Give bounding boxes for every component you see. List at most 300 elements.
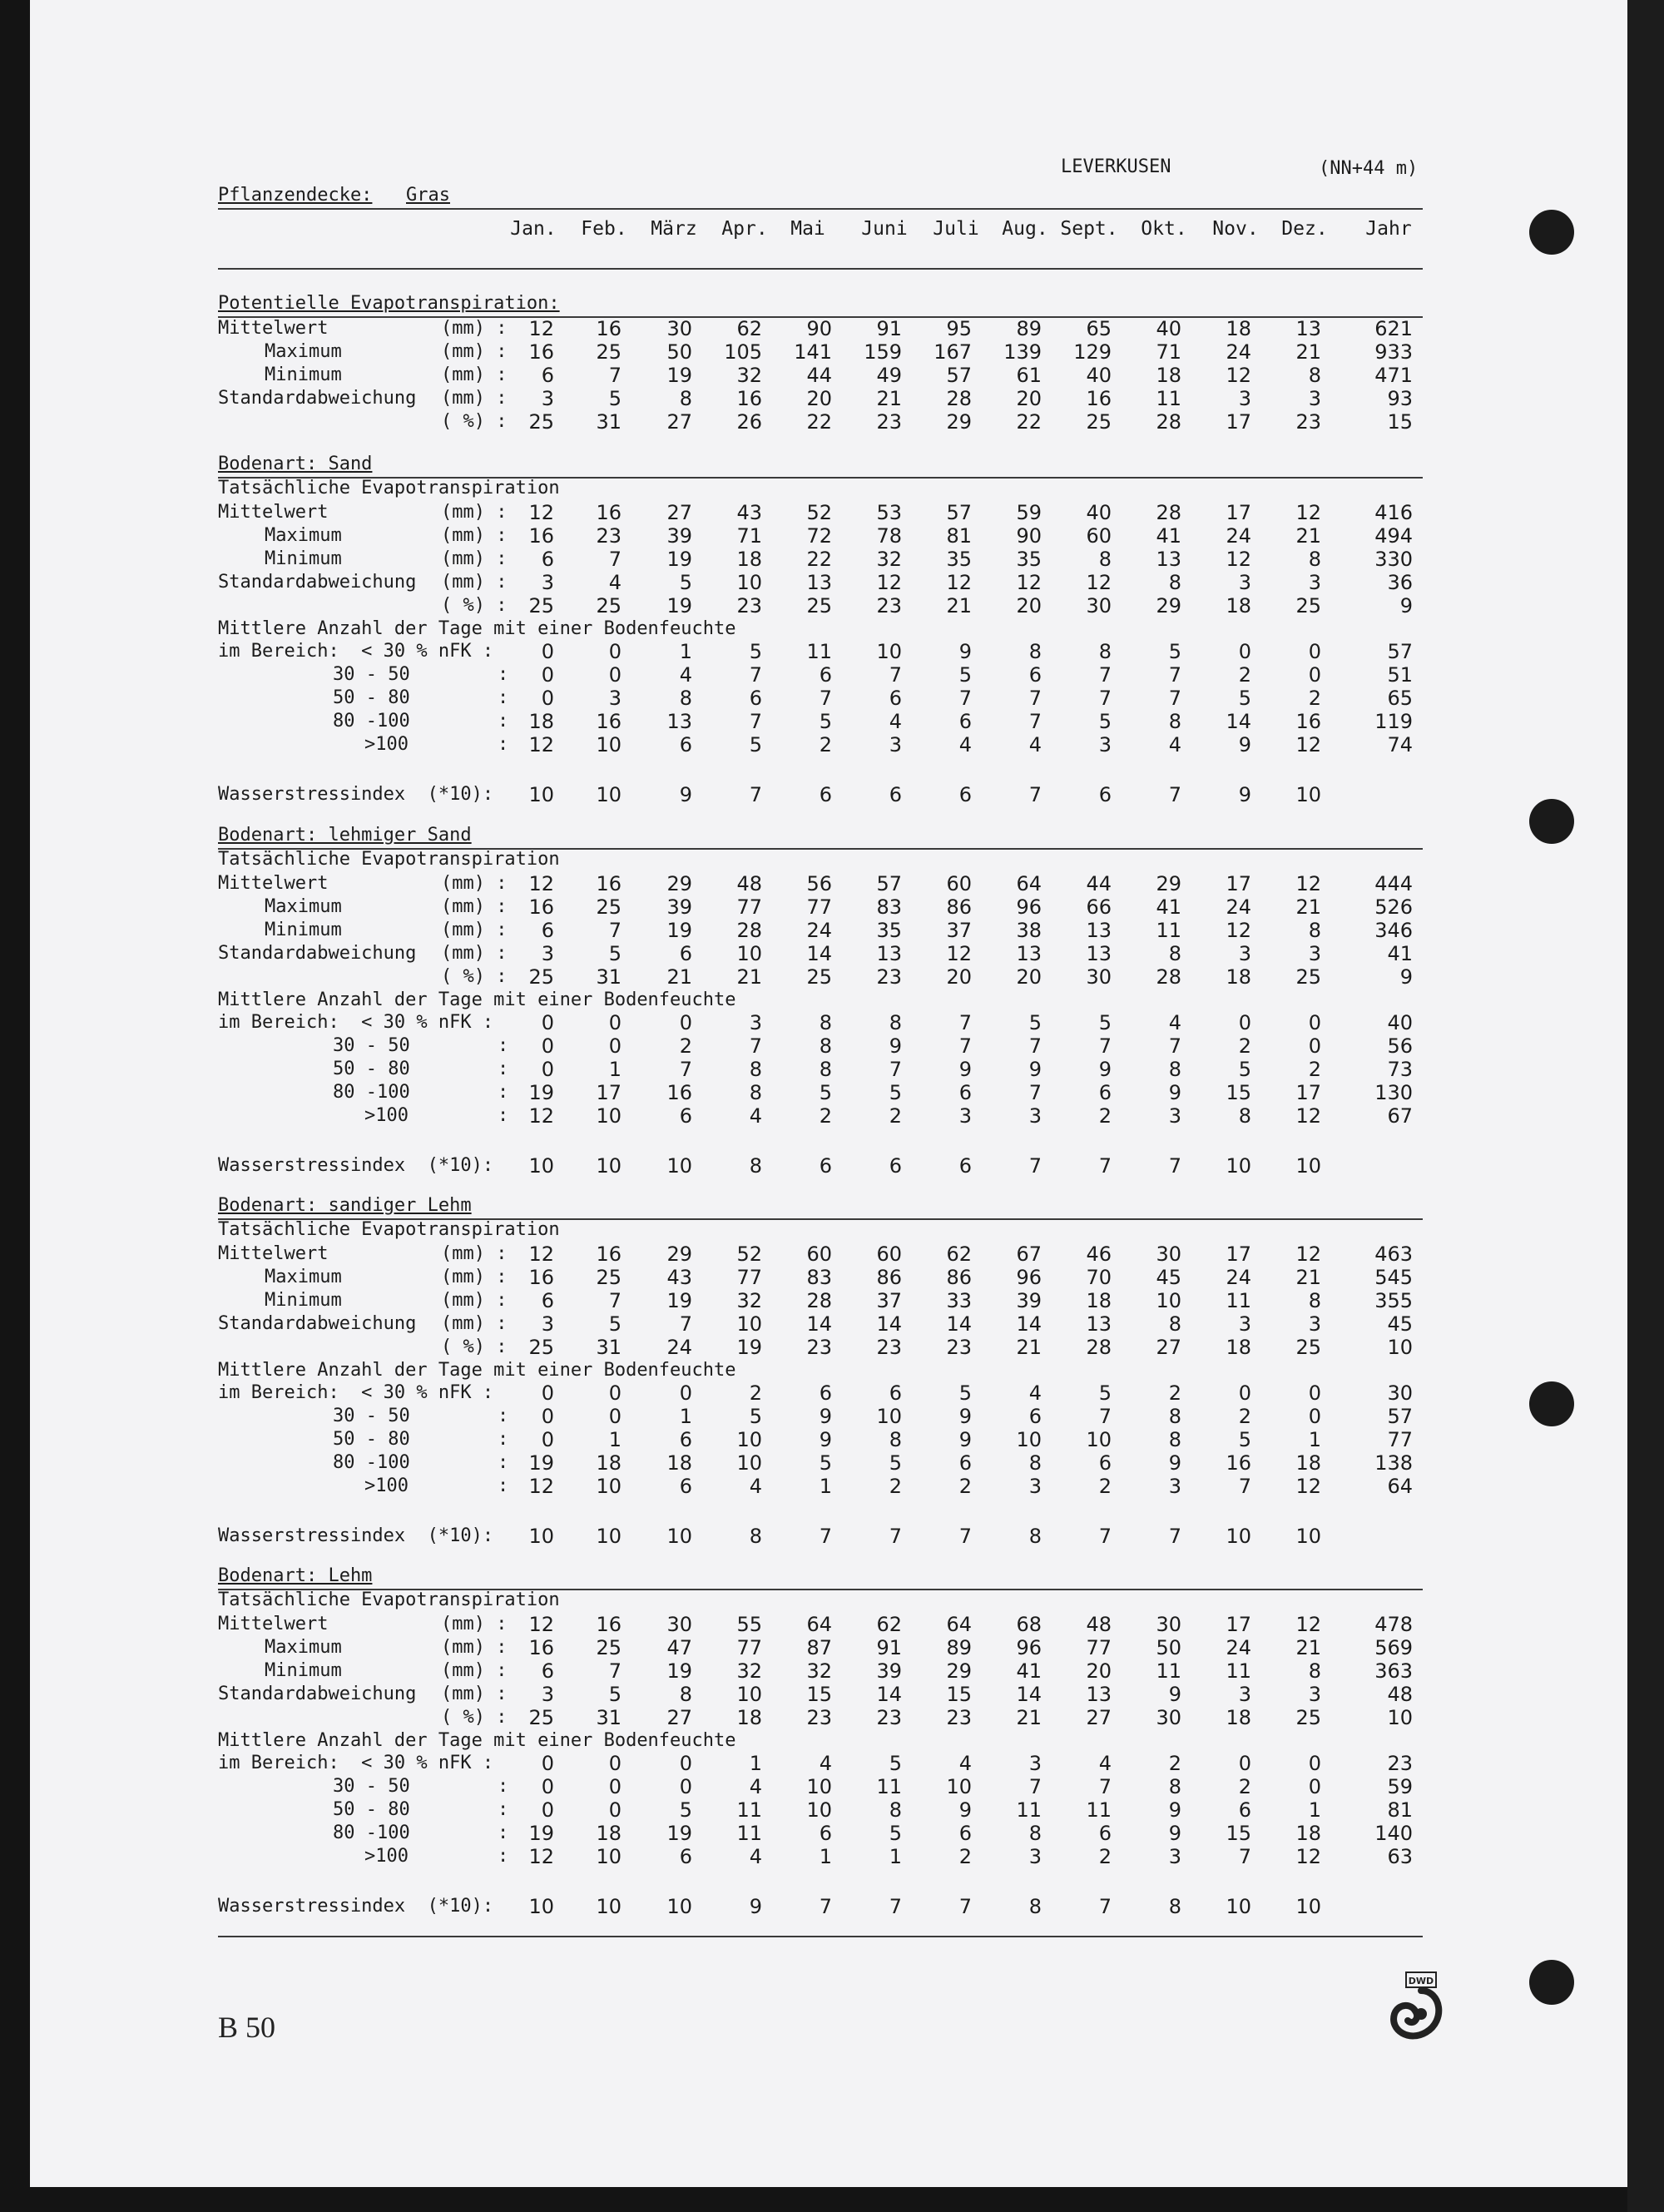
table-cell: 18 — [596, 1822, 622, 1846]
table-cell: 19 — [666, 547, 692, 571]
table-cell: 3 — [1168, 1475, 1181, 1498]
table-cell: 3 — [1098, 733, 1112, 756]
table-cell: 25 — [806, 593, 832, 617]
table-cell: 6 — [1098, 782, 1112, 806]
table-cell: 3 — [541, 386, 554, 410]
days-title: Mittlere Anzahl der Tage mit einer Bodenfeuchte — [218, 1359, 736, 1381]
table-cell: 33 — [946, 1288, 972, 1312]
table-cell: 48 — [736, 872, 762, 895]
logo-text: DWD — [1408, 1976, 1434, 1986]
table-cell: 167 — [934, 340, 972, 364]
table-cell: 12 — [1295, 872, 1321, 895]
table-cell: 9 — [958, 1428, 972, 1452]
table-cell: 16 — [596, 317, 622, 340]
table-cell: 25 — [596, 1635, 622, 1659]
table-cell: 27 — [1156, 1335, 1181, 1359]
table-cell: 22 — [806, 409, 832, 434]
table-cell: 7 — [1098, 1153, 1112, 1178]
table-cell: 86 — [946, 1265, 972, 1289]
table-cell: 12 — [528, 1613, 554, 1636]
table-cell: 12 — [1295, 1475, 1321, 1498]
row-unit: ( %) : — [441, 1336, 508, 1357]
table-cell: 6 — [958, 1153, 972, 1178]
table-cell: 16 — [528, 895, 554, 919]
table-cell: 7 — [1098, 687, 1112, 711]
table-cell: 15 — [1226, 1822, 1251, 1846]
table-cell: 32 — [736, 1288, 762, 1312]
soil-title: Bodenart: lehmiger Sand — [218, 825, 472, 846]
table-cell: 130 — [1374, 1081, 1413, 1105]
table-cell: 19 — [666, 1659, 692, 1683]
table-cell: 5 — [1238, 687, 1251, 711]
table-cell: 21 — [876, 386, 902, 410]
table-cell: 6 — [819, 1822, 832, 1846]
table-cell: 16 — [596, 872, 622, 895]
table-cell: 4 — [608, 570, 622, 594]
table-cell: 12 — [1226, 363, 1251, 387]
table-cell: 0 — [608, 1011, 622, 1035]
table-cell: 10 — [596, 1845, 622, 1868]
row-label: Mittelwert — [218, 873, 329, 894]
table-cell: 4 — [819, 1752, 832, 1776]
table-cell: 31 — [596, 965, 622, 989]
table-cell: 12 — [1295, 1613, 1321, 1636]
table-cell: 28 — [946, 386, 972, 410]
table-cell: 5 — [889, 1451, 902, 1475]
table-cell: 11 — [1156, 386, 1181, 410]
table-cell: 10 — [596, 1524, 622, 1548]
table-cell: 35 — [1016, 547, 1042, 571]
table-cell: 3 — [1238, 570, 1251, 594]
table-cell: 13 — [1156, 547, 1181, 571]
table-cell: 46 — [1086, 1242, 1112, 1266]
table-cell: 7 — [749, 663, 762, 687]
table-cell: 5 — [889, 1752, 902, 1776]
table-cell: 16 — [528, 340, 554, 364]
table-cell: 44 — [806, 363, 832, 387]
table-cell: 7 — [1028, 782, 1042, 806]
table-cell: 9 — [1168, 1682, 1181, 1706]
table-cell: 1 — [608, 1428, 622, 1452]
table-cell: 61 — [1016, 363, 1042, 387]
table-cell: 346 — [1374, 918, 1413, 942]
table-cell: 56 — [1387, 1034, 1413, 1059]
table-cell: 16 — [736, 386, 762, 410]
table-cell: 90 — [806, 317, 832, 340]
table-cell: 0 — [1238, 1011, 1251, 1035]
table-cell: 6 — [889, 1153, 902, 1178]
table-cell: 10 — [596, 1153, 622, 1178]
table-cell: 77 — [736, 1265, 762, 1289]
range-colon: : — [498, 1799, 509, 1821]
table-cell: 5 — [819, 1451, 832, 1475]
row-unit: (mm) : — [441, 548, 508, 569]
table-cell: 30 — [1156, 1613, 1181, 1636]
table-cell: 478 — [1374, 1613, 1413, 1636]
month-header-cell: Okt. — [1141, 218, 1187, 240]
table-cell: 7 — [1028, 1153, 1042, 1178]
table-cell: 25 — [596, 593, 622, 617]
table-cell: 416 — [1374, 501, 1413, 524]
range-label: >100 — [364, 1105, 409, 1126]
range-label: 30 - 50 — [333, 1035, 410, 1057]
table-cell: 74 — [1387, 733, 1413, 756]
table-cell: 7 — [679, 1058, 692, 1082]
table-cell: 6 — [1098, 1451, 1112, 1475]
row-label: Mittelwert — [218, 318, 329, 339]
table-cell: 5 — [608, 386, 622, 410]
table-cell: 5 — [958, 1381, 972, 1406]
table-cell: 10 — [1086, 1428, 1112, 1452]
table-cell: 60 — [1086, 523, 1112, 548]
table-cell: 67 — [1016, 1242, 1042, 1266]
table-cell: 5 — [679, 1798, 692, 1823]
table-cell: 10 — [1295, 782, 1321, 806]
table-cell: 8 — [1028, 1524, 1042, 1548]
table-cell: 8 — [1028, 640, 1042, 664]
table-cell: 6 — [679, 1428, 692, 1452]
table-cell: 6 — [541, 1659, 554, 1683]
stress-label: Wasserstressindex (*10): — [218, 1154, 494, 1176]
table-cell: 16 — [528, 1265, 554, 1289]
month-header-cell: Aug. — [1002, 218, 1048, 240]
table-cell: 23 — [1295, 409, 1321, 434]
table-cell: 2 — [1238, 1405, 1251, 1429]
table-cell: 23 — [876, 593, 902, 617]
range-label: >100 — [364, 734, 409, 755]
table-cell: 16 — [596, 501, 622, 524]
table-cell: 16 — [528, 1635, 554, 1659]
table-cell: 8 — [1308, 547, 1321, 571]
table-cell: 29 — [946, 1659, 972, 1683]
table-cell: 49 — [876, 363, 902, 387]
table-cell: 1 — [819, 1845, 832, 1868]
table-cell: 10 — [736, 1312, 762, 1336]
table-cell: 18 — [1226, 965, 1251, 989]
page-edge-shadow — [1627, 0, 1664, 2212]
table-cell: 12 — [528, 1242, 554, 1266]
table-cell: 1 — [608, 1058, 622, 1082]
table-cell: 91 — [876, 1635, 902, 1659]
table-cell: 12 — [1295, 501, 1321, 524]
table-cell: 1 — [679, 640, 692, 664]
table-cell: 10 — [876, 640, 902, 664]
table-cell: 7 — [679, 1312, 692, 1336]
table-cell: 3 — [1308, 1682, 1321, 1706]
table-cell: 8 — [1238, 1104, 1251, 1128]
table-cell: 4 — [749, 1104, 762, 1128]
table-cell: 40 — [1387, 1011, 1413, 1035]
table-cell: 32 — [876, 547, 902, 571]
table-cell: 32 — [736, 1659, 762, 1683]
table-cell: 16 — [1226, 1451, 1251, 1475]
table-cell: 1 — [819, 1475, 832, 1498]
table-cell: 8 — [1168, 1405, 1181, 1429]
table-cell: 0 — [608, 1381, 622, 1406]
table-cell: 7 — [1028, 1081, 1042, 1105]
row-label: Standardabweichung — [218, 1312, 417, 1334]
table-cell: 25 — [528, 1705, 554, 1729]
table-cell: 8 — [679, 386, 692, 410]
table-cell: 10 — [528, 1524, 554, 1548]
table-cell: 8 — [1028, 1822, 1042, 1846]
table-cell: 10 — [736, 1682, 762, 1706]
table-cell: 12 — [528, 1104, 554, 1128]
table-cell: 18 — [1226, 317, 1251, 340]
table-cell: 26 — [736, 409, 762, 434]
table-cell: 6 — [541, 547, 554, 571]
range-label: 80 -100 — [333, 1452, 410, 1474]
table-cell: 16 — [596, 1242, 622, 1266]
table-cell: 2 — [889, 1475, 902, 1498]
table-cell: 25 — [528, 409, 554, 434]
table-cell: 1 — [889, 1845, 902, 1868]
table-cell: 7 — [1028, 1775, 1042, 1799]
table-cell: 933 — [1374, 340, 1413, 364]
table-cell: 14 — [806, 1312, 832, 1336]
table-cell: 23 — [806, 1335, 832, 1359]
table-cell: 2 — [1238, 1775, 1251, 1799]
month-header-cell: Jan. — [510, 218, 557, 240]
table-cell: 41 — [1016, 1659, 1042, 1683]
table-cell: 29 — [1156, 593, 1181, 617]
table-cell: 41 — [1156, 895, 1181, 919]
table-cell: 3 — [541, 1312, 554, 1336]
table-cell: 28 — [1156, 965, 1181, 989]
range-label: 30 - 50 — [333, 664, 410, 686]
table-cell: 138 — [1374, 1451, 1413, 1475]
table-cell: 23 — [1387, 1752, 1413, 1776]
table-cell: 7 — [1028, 710, 1042, 734]
table-cell: 4 — [1098, 1752, 1112, 1776]
table-cell: 13 — [876, 941, 902, 965]
table-cell: 5 — [1098, 710, 1112, 734]
table-cell: 6 — [1098, 1822, 1112, 1846]
row-label: Standardabweichung — [218, 387, 417, 409]
table-cell: 3 — [1308, 941, 1321, 965]
table-cell: 13 — [1086, 918, 1112, 942]
table-cell: 11 — [1156, 918, 1181, 942]
header-rule — [218, 208, 1423, 210]
table-cell: 25 — [1086, 409, 1112, 434]
table-cell: 0 — [608, 1405, 622, 1429]
table-cell: 28 — [1156, 501, 1181, 524]
table-cell: 59 — [1016, 501, 1042, 524]
table-cell: 45 — [1387, 1312, 1413, 1336]
table-cell: 52 — [806, 501, 832, 524]
table-cell: 6 — [819, 1153, 832, 1178]
table-cell: 8 — [1028, 1451, 1042, 1475]
table-cell: 12 — [946, 570, 972, 594]
table-cell: 471 — [1374, 363, 1413, 387]
month-header-cell: Nov. — [1212, 218, 1259, 240]
table-cell: 24 — [1226, 1635, 1251, 1659]
table-cell: 9 — [1098, 1058, 1112, 1082]
table-cell: 7 — [749, 1034, 762, 1059]
table-cell: 19 — [666, 363, 692, 387]
table-cell: 29 — [1156, 872, 1181, 895]
table-cell: 6 — [889, 687, 902, 711]
table-cell: 29 — [666, 872, 692, 895]
table-cell: 10 — [1295, 1524, 1321, 1548]
range-label: im Bereich: < 30 % nFK : — [218, 1753, 494, 1774]
table-cell: 5 — [958, 663, 972, 687]
table-cell: 23 — [946, 1705, 972, 1729]
table-cell: 41 — [1387, 941, 1413, 965]
table-cell: 44 — [1086, 872, 1112, 895]
row-label: Minimum — [265, 548, 342, 569]
table-cell: 8 — [1168, 1894, 1181, 1918]
table-cell: 3 — [1028, 1845, 1042, 1868]
table-cell: 18 — [528, 710, 554, 734]
table-cell: 363 — [1374, 1659, 1413, 1683]
table-cell: 13 — [1016, 941, 1042, 965]
table-cell: 6 — [889, 782, 902, 806]
table-cell: 21 — [1295, 1265, 1321, 1289]
table-cell: 52 — [736, 1242, 762, 1266]
table-cell: 3 — [958, 1104, 972, 1128]
table-cell: 32 — [806, 1659, 832, 1683]
table-cell: 17 — [1295, 1081, 1321, 1105]
table-cell: 38 — [1016, 918, 1042, 942]
table-cell: 7 — [819, 1524, 832, 1548]
table-cell: 8 — [819, 1011, 832, 1035]
table-cell: 5 — [889, 1822, 902, 1846]
table-cell: 7 — [1098, 663, 1112, 687]
table-cell: 25 — [528, 593, 554, 617]
table-cell: 50 — [1156, 1635, 1181, 1659]
table-cell: 10 — [1016, 1428, 1042, 1452]
table-cell: 7 — [958, 1894, 972, 1918]
table-cell: 12 — [1086, 570, 1112, 594]
table-cell: 21 — [1016, 1335, 1042, 1359]
table-cell: 60 — [946, 872, 972, 895]
table-cell: 4 — [1028, 1381, 1042, 1406]
table-cell: 0 — [541, 640, 554, 664]
table-cell: 1 — [749, 1752, 762, 1776]
table-cell: 40 — [1086, 363, 1112, 387]
table-cell: 9 — [679, 782, 692, 806]
table-cell: 6 — [1028, 663, 1042, 687]
table-cell: 10 — [596, 733, 622, 756]
table-cell: 6 — [1028, 1405, 1042, 1429]
table-cell: 6 — [958, 1451, 972, 1475]
table-cell: 3 — [1308, 570, 1321, 594]
table-cell: 9 — [889, 1034, 902, 1059]
table-cell: 5 — [749, 640, 762, 664]
table-cell: 8 — [679, 687, 692, 711]
table-cell: 7 — [889, 1524, 902, 1548]
table-cell: 23 — [946, 1335, 972, 1359]
table-cell: 12 — [528, 501, 554, 524]
table-cell: 21 — [1295, 1635, 1321, 1659]
table-cell: 0 — [1308, 663, 1321, 687]
table-cell: 59 — [1387, 1775, 1413, 1799]
table-cell: 67 — [1387, 1104, 1413, 1128]
table-cell: 6 — [541, 363, 554, 387]
table-cell: 12 — [528, 317, 554, 340]
table-cell: 1 — [1308, 1428, 1321, 1452]
table-cell: 8 — [749, 1058, 762, 1082]
row-unit: ( %) : — [441, 594, 508, 616]
table-cell: 10 — [736, 570, 762, 594]
table-cell: 10 — [666, 1153, 692, 1178]
table-cell: 330 — [1374, 547, 1413, 571]
table-cell: 12 — [946, 941, 972, 965]
table-cell: 8 — [679, 1682, 692, 1706]
table-cell: 96 — [1016, 895, 1042, 919]
table-cell: 7 — [958, 1524, 972, 1548]
table-cell: 9 — [958, 1405, 972, 1429]
table-cell: 3 — [1168, 1845, 1181, 1868]
table-cell: 10 — [946, 1775, 972, 1799]
table-cell: 0 — [1308, 1034, 1321, 1059]
range-label: >100 — [364, 1475, 409, 1496]
table-cell: 43 — [736, 501, 762, 524]
table-cell: 64 — [1387, 1475, 1413, 1498]
table-cell: 9 — [1399, 965, 1413, 989]
row-unit: (mm) : — [441, 942, 508, 964]
table-cell: 10 — [736, 1428, 762, 1452]
table-cell: 4 — [1168, 733, 1181, 756]
table-cell: 66 — [1086, 895, 1112, 919]
table-cell: 20 — [806, 386, 832, 410]
table-cell: 48 — [1086, 1613, 1112, 1636]
table-cell: 23 — [876, 965, 902, 989]
table-cell: 5 — [819, 710, 832, 734]
table-cell: 24 — [1226, 340, 1251, 364]
table-cell: 0 — [1238, 640, 1251, 664]
table-cell: 20 — [1016, 965, 1042, 989]
table-cell: 7 — [1098, 1034, 1112, 1059]
table-cell: 5 — [1238, 1428, 1251, 1452]
table-cell: 77 — [736, 895, 762, 919]
table-cell: 40 — [1086, 501, 1112, 524]
table-cell: 73 — [1387, 1058, 1413, 1082]
table-cell: 3 — [541, 941, 554, 965]
table-cell: 2 — [679, 1034, 692, 1059]
range-label: im Bereich: < 30 % nFK : — [218, 1012, 494, 1034]
range-colon: : — [498, 1776, 509, 1798]
table-cell: 6 — [889, 1381, 902, 1406]
table-cell: 17 — [1226, 1242, 1251, 1266]
table-cell: 4 — [749, 1775, 762, 1799]
row-label: Maximum — [265, 1266, 342, 1287]
table-cell: 119 — [1374, 710, 1413, 734]
table-cell: 15 — [1387, 409, 1413, 434]
row-unit: (mm) : — [441, 1614, 508, 1634]
table-cell: 8 — [1098, 547, 1112, 571]
table-cell: 41 — [1156, 523, 1181, 548]
days-title: Mittlere Anzahl der Tage mit einer Bodenfeuchte — [218, 1729, 736, 1751]
table-cell: 5 — [608, 941, 622, 965]
table-cell: 139 — [1003, 340, 1042, 364]
table-cell: 621 — [1374, 317, 1413, 340]
table-cell: 8 — [1168, 941, 1181, 965]
table-cell: 2 — [1238, 663, 1251, 687]
table-cell: 18 — [596, 1451, 622, 1475]
table-cell: 86 — [946, 895, 972, 919]
table-cell: 21 — [1295, 895, 1321, 919]
table-cell: 0 — [541, 1381, 554, 1406]
table-cell: 0 — [1308, 1775, 1321, 1799]
table-cell: 78 — [876, 523, 902, 548]
table-cell: 27 — [666, 409, 692, 434]
table-cell: 9 — [749, 1894, 762, 1918]
row-label: Maximum — [265, 524, 342, 546]
table-cell: 60 — [806, 1242, 832, 1266]
row-label: Minimum — [265, 919, 342, 940]
